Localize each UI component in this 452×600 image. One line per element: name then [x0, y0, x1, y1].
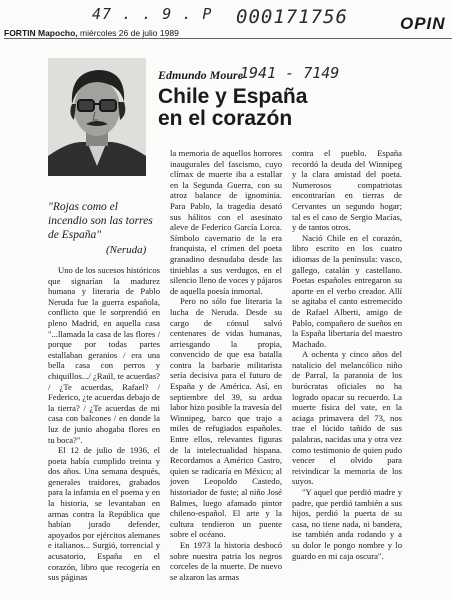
handwritten-annotation-top: 47 . . 9 . P [92, 5, 213, 23]
author-byline: Edmundo Moure [158, 68, 244, 82]
article-column-1 [48, 265, 160, 583]
publication-line [4, 28, 179, 38]
article-title-line-1: Chile y España [158, 85, 308, 108]
paragraph: Pero no sólo fue literaria la lucha de Neruda. Desde su cargo de cónsul salvó centenares de vidas humanas, arriesgando la propia, convencido de que esa batalla contra la barbarie militarista sería decisiva para el futuro de España y de América. Así, en septiembre del 39, su ardua labor hizo posible la travesía del Winnipeg, barco que trajo a miles de refugiados españoles. Entre ellos, relevantes figuras de la intelectualidad hispana. Recordamos a Américo Castro, quien se radicaría en México; al joven Leopoldo Castedo, historiador de fuste; al niño José Balmes, luego afamado pintor chileno-español. El arte y la cultura tendieron un puente sobre el océano. [170, 296, 282, 540]
paragraph: A ochenta y cinco años del natalicio del melancólico niño de Parral, la paranoia de los burócratas oficiales no ha logrado opacar su recuerdo. La muerte física del vate, en la aciaga primavera del 73, nos trae el lúcido tañido de sus palabras, nacidas una y otra vez como testimonio de quien pudo vencer el olvido para reivindicar la memoria de los suyos. [292, 349, 402, 487]
paragraph: El 12 de julio de 1936, el poeta había cumplido treinta y dos años. Una semana después, generales traidores, grabados para la infamia en el poema y en la historia, se levantaban en armas contra la República que habían jurado defender, apoyados por ejércitos alemanes e italianos... Surgió, torrencial y acusatorio, España en el corazón, libro que recogería en sus páginas [48, 445, 160, 583]
author-portrait-image [48, 58, 146, 176]
paragraph: contra el pueblo. España recordó la deuda del Winnipeg y la clara amistad del poeta. Numerosos compatriotas encontrarían en tierras de Cervantes un segundo hogar; tal es el caso de Sergio Macías, y de tantos otros. [292, 148, 402, 233]
article-title-line-2: en el corazón [158, 107, 293, 130]
publication-date: miércoles 26 de julio 1989 [80, 28, 179, 38]
author-photo [48, 58, 146, 176]
publication-name: FORTIN Mapocho, [4, 28, 78, 38]
handwritten-author-dates: 1941 - 7149 [240, 64, 340, 82]
section-label: OPIN [400, 14, 446, 33]
epigraph-attribution: (Neruda) [106, 244, 147, 256]
paragraph: En 1973 la historia desbocó sobre nuestra patria los negros corceles de la muerte. De nuevo se alzaron las armas [170, 539, 282, 582]
article-column-2 [170, 148, 282, 582]
paragraph: la memoria de aquellos horrores inaugurales del fascismo, cuyo clímax de muerte iba a estallar en la Segunda Guerra, con su atroz balance de ignominia. Para Pablo, la tragedia desató sus hálitos con el asesinato aleve de Federico García Lorca. Símbolo cavernario de la era franquista, el crimen del poeta granadino desnudaba desde las tinieblas a sus verdugos, en el silencio lleno de voces y pájaros de aquella poesía inmortal. [170, 148, 282, 296]
article-column-3 [292, 148, 402, 561]
header-rule [4, 38, 452, 39]
article-title [158, 86, 358, 130]
paragraph: Nació Chile en el corazón, libro escrito en los cuatro idiomas de la península: vasco, gallego, catalán y castellano. Poetas españoles entregaron su aporte en el verbo creador. Allí se agitaba el canto estremecido de Rafael Alberti, amigo de Pablo, compañero de sueños en la España libertaria del maestro Machado. [292, 232, 402, 349]
paragraph: Uno de los sucesos históricos que signarían la madurez humana y literaria de Pablo Neruda fue la guerra española, conflicto que le sorprendió en pleno Madrid, en aquella casa "...llamada la casa de las flores / porque por todas partes estallaban geranios / era una bella casa con perros y chiquillos.../ ¿Raúl, te acuerdas? / ¿Te acuerdas, Rafael? / Federico, ¿te acuerdas debajo de la tierra? / ¿Te acuerdas de mi casa con balcones / en donde la luz de junio ahogaba flores en tu boca?". [48, 265, 160, 445]
handwritten-catalog-number: 000171756 [236, 6, 348, 28]
epigraph-quote: "Rojas como el incendio son las torres de España" [48, 201, 153, 241]
paragraph: "Y aquel que perdió madre y padre, que perdió también a sus hijos, perdió la puerta de su casa, no tiene nada, ni bandera, ise también anda rodando y a su dolor le pongo nombre y lo guardo en mi caja oscura". [292, 487, 402, 561]
